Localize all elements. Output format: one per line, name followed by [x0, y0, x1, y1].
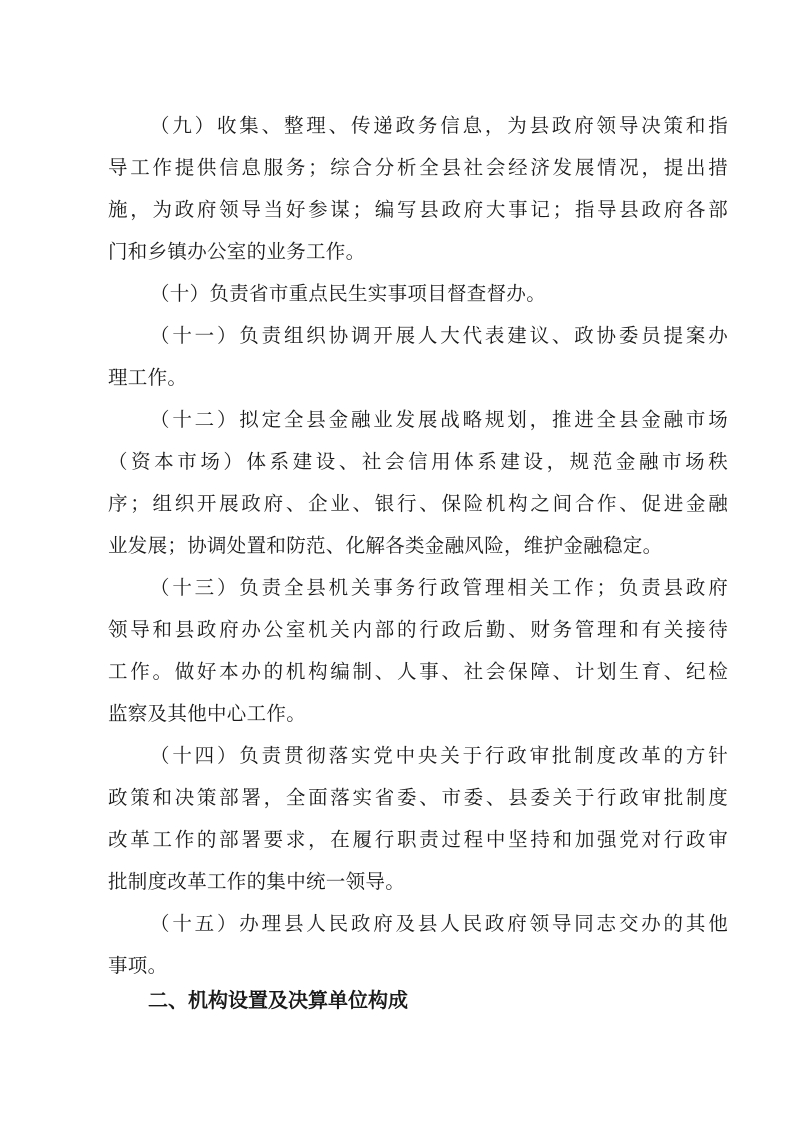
- paragraph-line: 监察及其他中心工作。: [108, 702, 307, 725]
- paragraph-line: 施，为政府领导当好参谋；编写县政府大事记；指导县政府各部: [108, 198, 728, 221]
- section-heading: 二、机构设置及决算单位构成: [148, 988, 408, 1012]
- paragraph-line: 工作。做好本办的机构编制、人事、社会保障、计划生育、纪检: [108, 660, 728, 683]
- paragraph-line: （十三）负责全县机关事务行政管理相关工作；负责县政府: [150, 576, 728, 599]
- paragraph-line: 序；组织开展政府、企业、银行、保险机构之间合作、促进金融: [108, 492, 728, 515]
- paragraph-line: 事项。: [108, 954, 168, 977]
- paragraph-line: 理工作。: [108, 366, 188, 389]
- paragraph-line: （资本市场）体系建设、社会信用体系建设，规范金融市场秩: [108, 450, 728, 473]
- paragraph-line: （十二）拟定全县金融业发展战略规划，推进全县金融市场: [150, 408, 728, 431]
- paragraph-line: 业发展；协调处置和防范、化解各类金融风险，维护金融稳定。: [108, 534, 663, 557]
- paragraph-line: 门和乡镇办公室的业务工作。: [108, 240, 366, 263]
- paragraph-line: 批制度改革工作的集中统一领导。: [108, 870, 406, 893]
- paragraph-line: 导工作提供信息服务；综合分析全县社会经济发展情况，提出措: [108, 156, 728, 179]
- paragraph-line: 改革工作的部署要求，在履行职责过程中坚持和加强党对行政审: [108, 828, 728, 851]
- paragraph-line: 政策和决策部署，全面落实省委、市委、县委关于行政审批制度: [108, 786, 728, 809]
- paragraph-line: （九）收集、整理、传递政务信息，为县政府领导决策和指: [150, 114, 728, 137]
- paragraph-line: （十四）负责贯彻落实党中央关于行政审批制度改革的方针: [150, 744, 728, 767]
- paragraph-line: （十一）负责组织协调开展人大代表建议、政协委员提案办: [150, 324, 728, 347]
- paragraph-line: 领导和县政府办公室机关内部的行政后勤、财务管理和有关接待: [108, 618, 728, 641]
- paragraph-line: （十）负责省市重点民生实事项目督查督办。: [150, 282, 547, 305]
- paragraph-line: （十五）办理县人民政府及县人民政府领导同志交办的其他: [150, 912, 728, 935]
